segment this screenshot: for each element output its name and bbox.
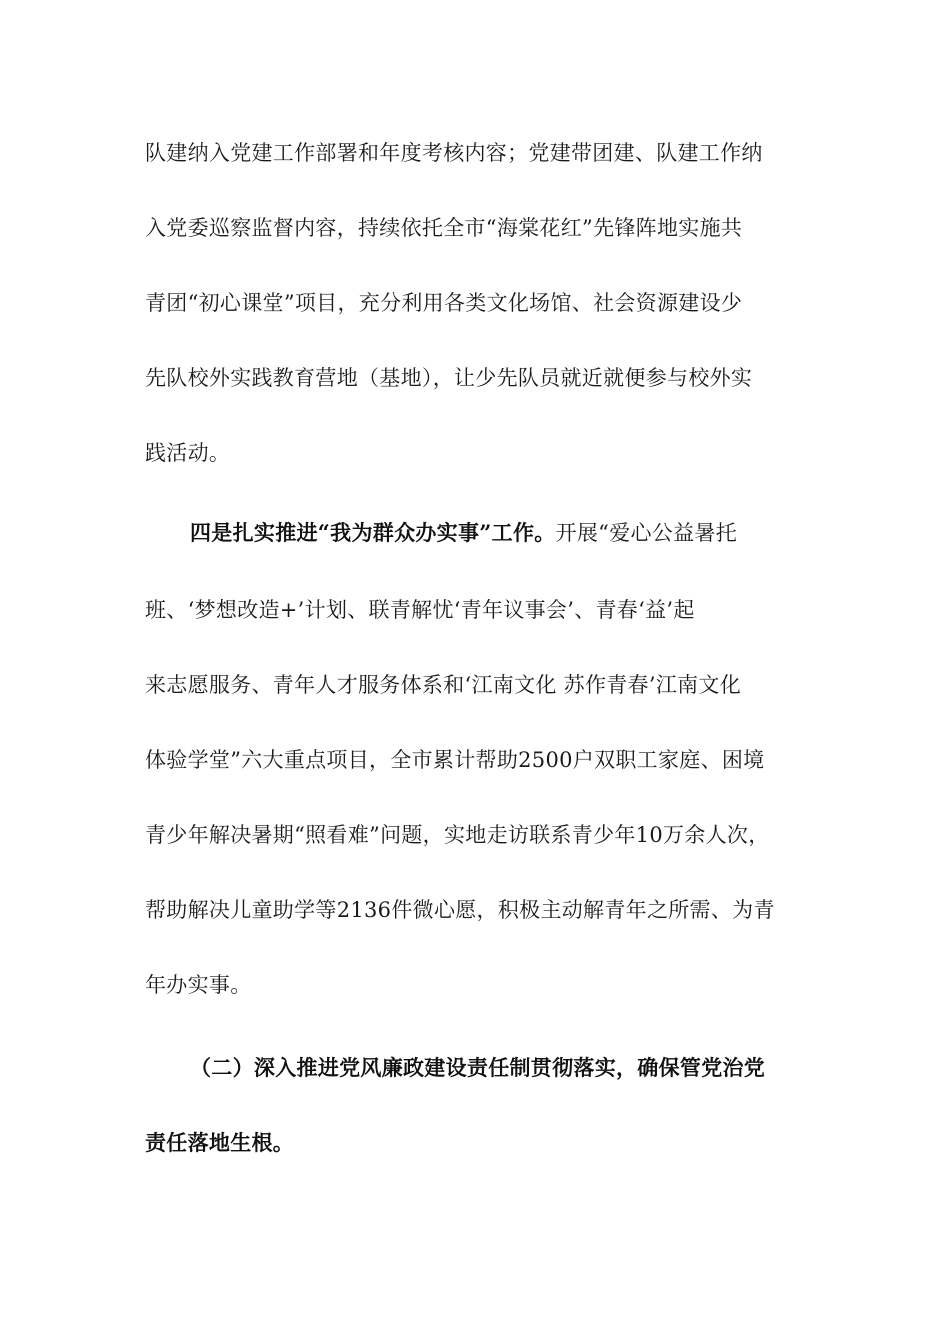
text-line: 体验学堂”六大重点项目，全市累计帮助2500户双职工家庭、困境 — [145, 748, 765, 772]
text-line: 队建纳入党建工作部署和年度考核内容；党建带团建、队建工作纳 — [145, 141, 763, 165]
text-line: 帮助解决儿童助学等2136件微心愿，积极主动解青年之所需、为青 — [145, 898, 775, 922]
section-heading-line: （二）深入推进党风廉政建设责任制贯彻落实，确保管党治党 — [190, 1055, 766, 1080]
paragraph-heading: 四是扎实推进“我为群众办实事”工作。 — [190, 520, 556, 545]
text-line: 青少年解决暑期“照看难”问题，实地走访联系青少年10万余人次， — [145, 823, 770, 847]
text-line: 青团“初心课堂”项目，充分利用各类文化场馆、社会资源建设少 — [145, 291, 743, 315]
text-line: 践活动。 — [145, 441, 231, 465]
text-line: 先队校外实践教育营地（基地），让少先队员就近就便参与校外实 — [145, 366, 753, 390]
text-line: 入党委巡察监督内容，持续依托全市“海棠花红”先锋阵地实施共 — [145, 216, 743, 240]
text-line: 年办实事。 — [145, 973, 252, 997]
section-heading-line: 责任落地生根。 — [145, 1130, 295, 1155]
text-line-first — [190, 520, 737, 546]
text-line: 来志愿服务、青年人才服务体系和‘江南文化 苏作青春’江南文化 — [145, 673, 742, 697]
paragraph-text: 开展“爱心公益暑托 — [555, 521, 737, 545]
text-line: 班、‘梦想改造+’计划、联青解忧‘青年议事会’、青春‘益’起 — [145, 598, 695, 622]
